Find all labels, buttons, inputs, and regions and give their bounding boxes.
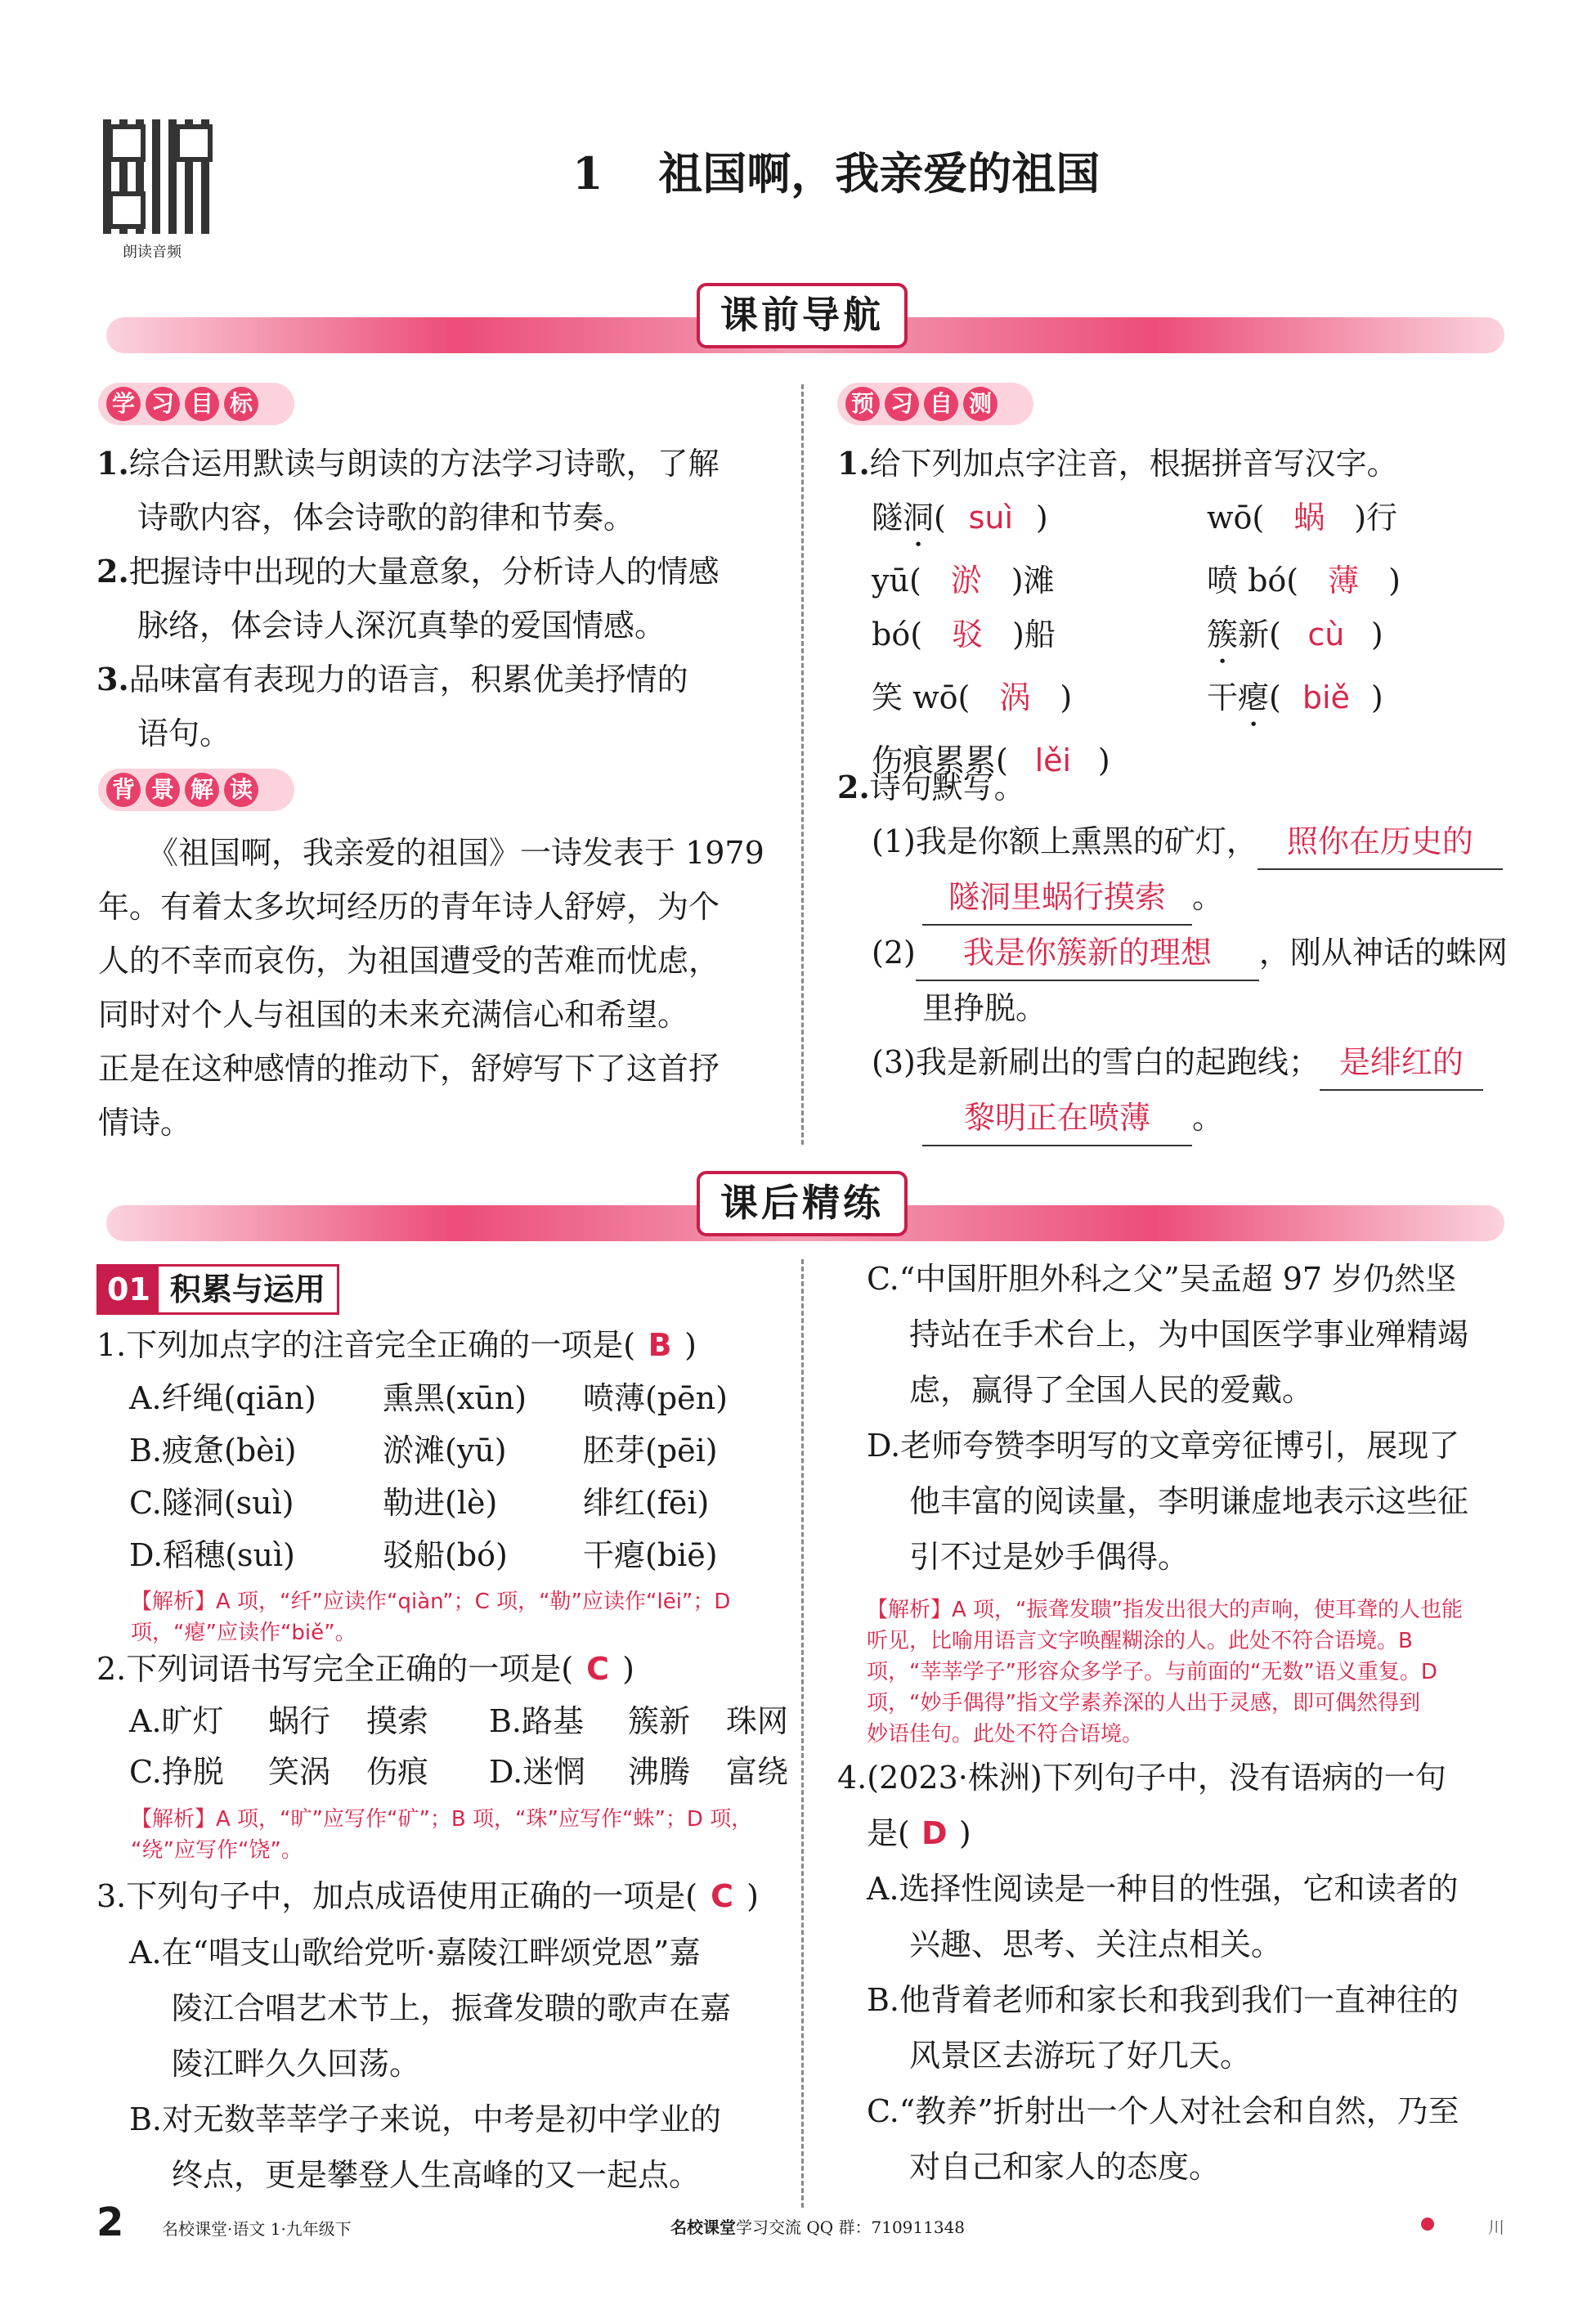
q3-options-cd: C.“中国肝胆外科之父”吴孟超 97 岁仍然坚 持站在手术台上，为中国医学事业殚精竭 虑，赢得了全国人民的爱戴。 D.老师夸赞李明写的文章旁征博引，展现了 他丰富的阅读量，李明谦虚地表示这些征 引不过是妙手偶得。 bbox=[867, 1261, 1469, 1575]
goals-list: 1.综合运用默读与朗读的方法学习诗歌，了解 诗歌内容，体会诗歌的韵律和节奏。 2.把握诗中出现的大量意象，分析诗人的情感 脉络，体会诗人深沉真挚的爱国情感。 3.品味富有表现力的语言，积累优美抒情的 语句。 bbox=[96, 445, 720, 751]
badge-number: 01 bbox=[99, 1267, 159, 1312]
qr-caption: 朗读音频 bbox=[123, 244, 182, 261]
q3-analysis: 【解析】A 项，“振聋发聩”指发出很大的声响，使耳聋的人也能 听见，比喻用语言文字唤醒糊涂的人。此处不符合语境。B 项，“莘莘学子”形容众多学子。与前面的“无数”语义重复。D 项，“妙手偶得”指文学素养深的人出于灵感，即可偶然得到 妙语佳句。此处不符合语境。 bbox=[867, 1598, 1463, 1747]
practice-badge bbox=[96, 1264, 339, 1315]
practice-q4: 4.(2023·株洲)下列句子中，没有语病的一句 是( D ) bbox=[837, 1760, 1446, 1851]
pinyin-item: 簇新( cù ) bbox=[1207, 617, 1383, 652]
q1-options: A.纤绳(qiān) 熏黑(xūn) 喷薄(pēn) B.疲惫(bèi) 淤滩(yū) 胚芽(pēi) C.隧洞(suì) 勒进(lè) 绯红(fēi) D.稻穗(suì) 驳船(bó) 干瘪(biē) bbox=[129, 1380, 728, 1573]
pinyin-item: 喷 bó( 薄 ) bbox=[1207, 563, 1401, 599]
background-text: 《祖国啊，我亲爱的祖国》一诗发表于 1979 年。有着太多坎坷经历的青年诗人舒婷，为个 人的不幸而哀伤，为祖国遭受的苦难而忧虑， 同时对个人与祖国的未来充满信心和希望。 正是在这种感情的推动下，舒婷写下了这首抒 情诗。 bbox=[98, 835, 764, 1141]
qr-code[interactable] bbox=[103, 119, 217, 234]
section-title-preview: 课前导航 bbox=[697, 283, 908, 348]
column-divider bbox=[801, 384, 804, 1145]
background-label: 背 景 解 读 bbox=[98, 769, 294, 811]
pinyin-item: bó( 驳 )船 bbox=[872, 617, 1056, 652]
lesson-number: 1 bbox=[572, 147, 603, 200]
lesson-title bbox=[572, 139, 1100, 202]
footer-mark: 川 bbox=[1488, 2218, 1504, 2237]
section-title-practice: 课后精练 bbox=[697, 1171, 908, 1236]
recitation-fill: (1)我是你额上熏黑的矿灯， 照你在历史的 隧洞里蜗行摸索 。 (2) 我是你簇新的理想 ，刚从神话的蛛网 里挣脱。 (3)我是新刷出的雪白的起跑线； 是绯红的 黎明正在喷薄 。 bbox=[872, 814, 1508, 1146]
badge-text: 积累与运用 bbox=[169, 1271, 325, 1307]
footer-brand: 名校课堂学习交流 QQ 群：710911348 bbox=[670, 2218, 966, 2237]
q3-option-a: A.在“唱支山歌给党听·嘉陵江畔颂党恩”嘉 陵江合唱艺术节上，振聋发聩的歌声在嘉 陵江畔久久回荡。 B.对无数莘莘学子来说，中考是初中学业的 终点，更是攀登人生高峰的又一起点。 bbox=[129, 1935, 732, 2193]
pinyin-item: yū( 淤 )滩 bbox=[872, 563, 1055, 599]
practice-q3: 3.下列句子中，加点成语使用正确的一项是( C ) bbox=[96, 1878, 759, 1914]
q2-options: A.旷灯 蜗行 摸索 B.路基 簇新 珠网 C.挣脱 笑涡 伤痕 D.迷惘 沸腾 富绕 bbox=[129, 1703, 789, 1790]
preview-q2: 2.诗句默写。 bbox=[837, 769, 1025, 805]
practice-q2: 2.下列词语书写完全正确的一项是( C ) bbox=[96, 1651, 634, 1687]
preview-q1: 1.给下列加点字注音，根据拼音写汉字。 bbox=[837, 445, 1398, 482]
lesson-title-text: 祖国啊，我亲爱的祖国 bbox=[658, 147, 1101, 200]
pinyin-item: 笑 wō( 涡 ) bbox=[872, 679, 1073, 715]
goals-label: 学 习 目 标 bbox=[98, 383, 294, 425]
pinyin-item: 干瘪( biě ) bbox=[1207, 679, 1383, 715]
q1-analysis: 【解析】A 项，“纤”应读作“qiàn”；C 项，“勒”应读作“lēi”；D 项，“瘪”应读作“biě”。 bbox=[131, 1590, 731, 1645]
pinyin-grid bbox=[872, 491, 1493, 796]
footer-dot-icon bbox=[1421, 2218, 1434, 2231]
q4-options: A.选择性阅读是一种目的性强，它和读者的 兴趣、思考、关注点相关。 B.他背着老师和家长和我到我们一直神往的 风景区去游玩了好几天。 C.“教养”折射出一个人对社会和自然，乃至 对自己和家人的态度。 bbox=[867, 1871, 1459, 2185]
book-info: 名校课堂·语文 1·九年级下 bbox=[162, 2219, 352, 2239]
practice-q1: 1.下列加点字的注音完全正确的一项是( B ) bbox=[96, 1327, 697, 1363]
q2-analysis: 【解析】A 项，“旷”应写作“矿”；B 项，“珠”应写作“蛛”；D 项， “绕”应写作“饶”。 bbox=[131, 1807, 753, 1863]
pinyin-item: 伤痕累累( lěi ) bbox=[872, 742, 1110, 778]
pinyin-item: wō( 蜗 )行 bbox=[1207, 500, 1398, 536]
page-number: 2 bbox=[96, 2200, 124, 2245]
pinyin-item: 隧洞( suì ) bbox=[872, 500, 1048, 536]
preview-label: 预 习 自 测 bbox=[837, 383, 1033, 425]
